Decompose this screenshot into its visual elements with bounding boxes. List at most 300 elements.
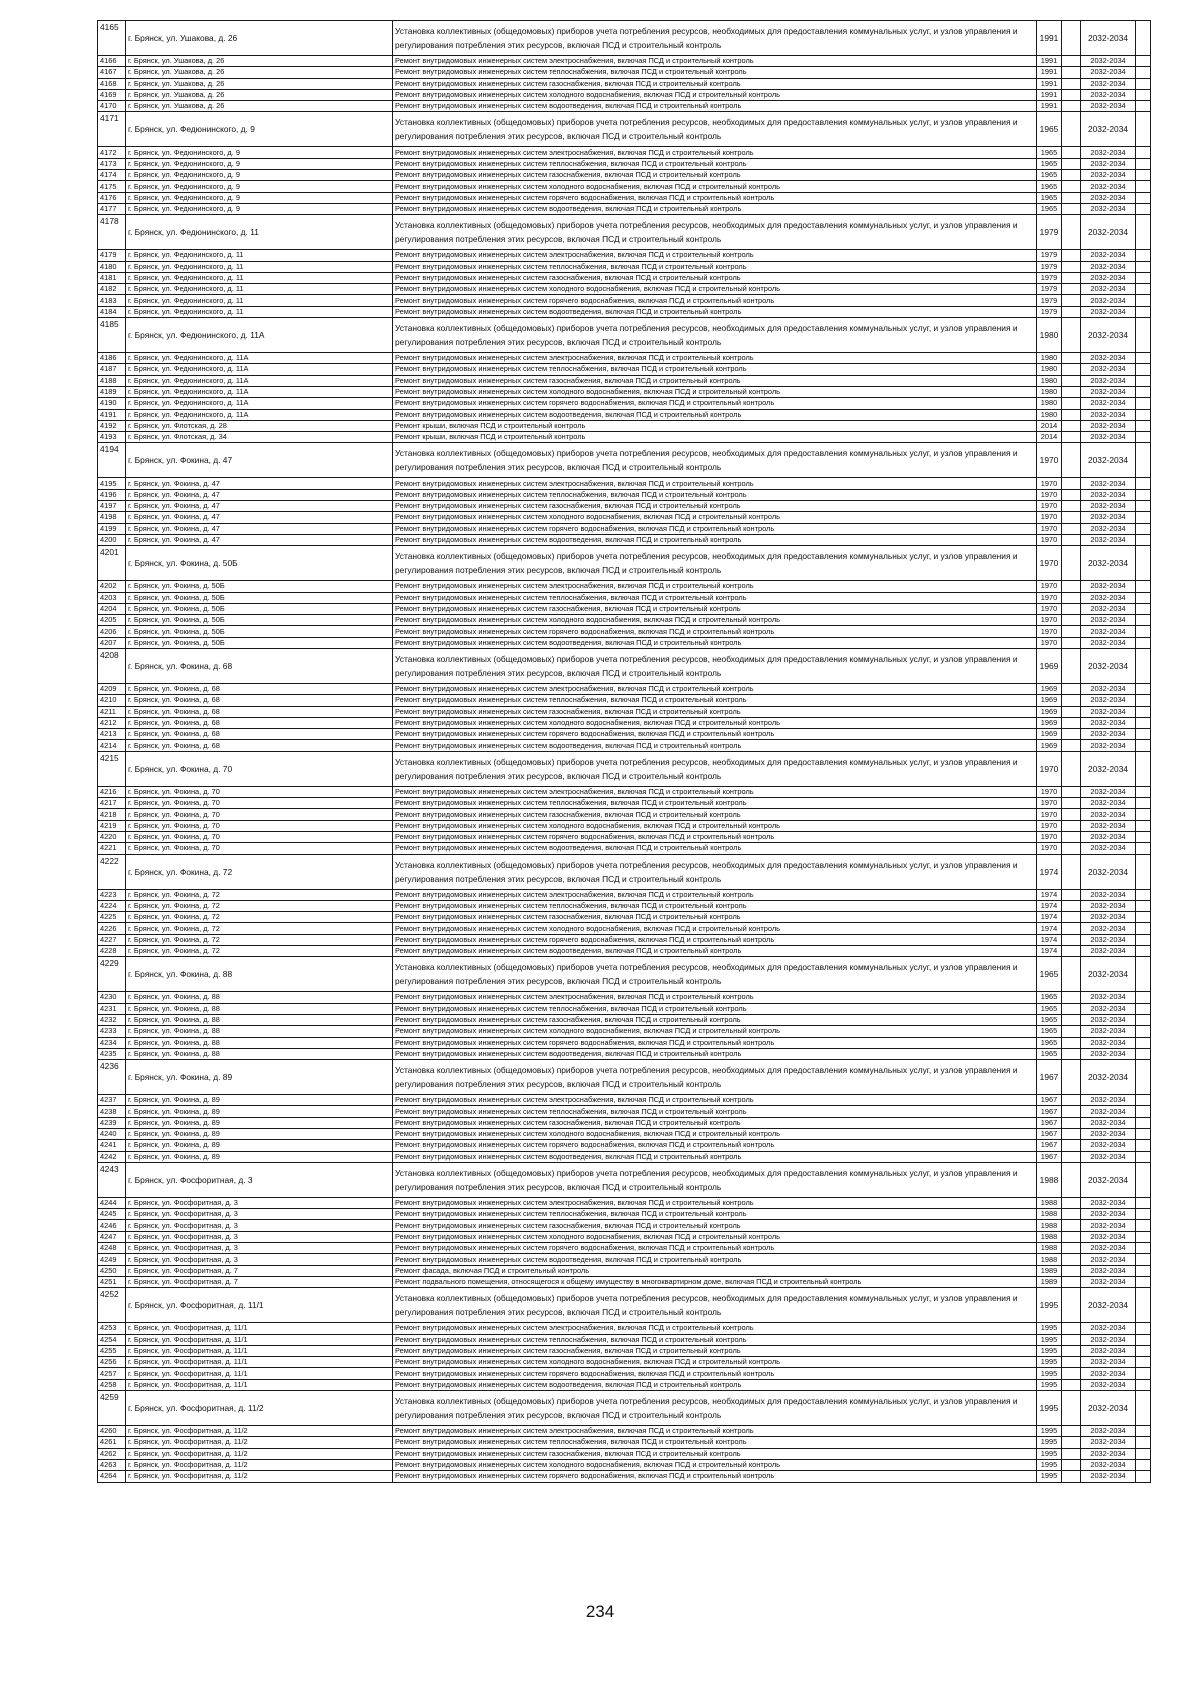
address-cell: г. Брянск, ул. Фосфоритная, д. 11/1 (126, 1368, 393, 1379)
work-type-cell: Ремонт внутридомовых инженерных систем газоснабжения, включая ПСД и строительный контроль (393, 706, 1037, 717)
planned-period-cell: 2032-2034 (1081, 1368, 1136, 1379)
table-row (98, 1162, 1151, 1197)
build-year-cell: 1988 (1037, 1220, 1062, 1231)
table-row (98, 501, 1151, 512)
table-row (98, 1209, 1151, 1220)
build-year-cell: 1988 (1037, 1209, 1062, 1220)
address-cell: г. Брянск, ул. Флотская, д. 28 (126, 420, 393, 431)
row-number: 4218 (98, 809, 126, 820)
row-number: 4165 (98, 21, 126, 56)
table-row (98, 809, 1151, 820)
address-cell: г. Брянск, ул. Фосфоритная, д. 11/2 (126, 1448, 393, 1459)
table-row (98, 1265, 1151, 1276)
empty-cell (1062, 375, 1081, 386)
planned-period-cell: 2032-2034 (1081, 78, 1136, 89)
planned-period-cell: 2032-2034 (1081, 581, 1136, 592)
empty-cell (1136, 831, 1151, 842)
address-cell: г. Брянск, ул. Федюнинского, д. 9 (126, 170, 393, 181)
work-type-cell: Ремонт внутридомовых инженерных систем водоотведения, включая ПСД и строительный контроль (393, 203, 1037, 214)
empty-cell (1136, 409, 1151, 420)
work-type-cell: Установка коллективных (общедомовых) приборов учета потребления ресурсов, необходимых для предоставления коммунальных услуг, и узлов управления и регулирования потребления этих ресурсов, включая ПСД и строительный контроль (393, 751, 1037, 786)
work-type-cell: Ремонт внутридомовых инженерных систем водоотведения, включая ПСД и строительный контроль (393, 534, 1037, 545)
row-number: 4220 (98, 831, 126, 842)
empty-cell (1136, 1254, 1151, 1265)
build-year-cell: 1970 (1037, 489, 1062, 500)
table-row (98, 478, 1151, 489)
empty-cell (1062, 1014, 1081, 1025)
address-cell: г. Брянск, ул. Федюнинского, д. 9 (126, 158, 393, 169)
table-row (98, 1117, 1151, 1128)
planned-period-cell: 2032-2034 (1081, 854, 1136, 889)
empty-cell (1062, 648, 1081, 683)
table-row (98, 1095, 1151, 1106)
build-year-cell: 1980 (1037, 409, 1062, 420)
address-cell: г. Брянск, ул. Фокина, д. 47 (126, 489, 393, 500)
address-cell: г. Брянск, ул. Фокина, д. 50Б (126, 603, 393, 614)
planned-period-cell: 2032-2034 (1081, 261, 1136, 272)
table-row (98, 215, 1151, 250)
empty-cell (1062, 89, 1081, 100)
table-row (98, 581, 1151, 592)
build-year-cell: 1980 (1037, 353, 1062, 364)
planned-period-cell: 2032-2034 (1081, 820, 1136, 831)
row-number: 4244 (98, 1197, 126, 1208)
empty-cell (1136, 900, 1151, 911)
empty-cell (1062, 112, 1081, 147)
row-number: 4198 (98, 512, 126, 523)
empty-cell (1136, 215, 1151, 250)
row-number: 4167 (98, 67, 126, 78)
planned-period-cell: 2032-2034 (1081, 637, 1136, 648)
planned-period-cell: 2032-2034 (1081, 1243, 1136, 1254)
planned-period-cell: 2032-2034 (1081, 534, 1136, 545)
table-row (98, 261, 1151, 272)
planned-period-cell: 2032-2034 (1081, 843, 1136, 854)
planned-period-cell: 2032-2034 (1081, 67, 1136, 78)
work-type-cell: Ремонт внутридомовых инженерных систем водоотведения, включая ПСД и строительный контроль (393, 843, 1037, 854)
empty-cell (1136, 1037, 1151, 1048)
row-number: 4230 (98, 992, 126, 1003)
work-type-cell: Ремонт внутридомовых инженерных систем водоотведения, включая ПСД и строительный контроль (393, 1379, 1037, 1390)
planned-period-cell: 2032-2034 (1081, 1014, 1136, 1025)
row-number: 4257 (98, 1368, 126, 1379)
table-row (98, 1197, 1151, 1208)
planned-period-cell: 2032-2034 (1081, 1037, 1136, 1048)
planned-period-cell: 2032-2034 (1081, 21, 1136, 56)
empty-cell (1136, 1003, 1151, 1014)
work-type-cell: Ремонт внутридомовых инженерных систем водоотведения, включая ПСД и строительный контроль (393, 1048, 1037, 1059)
empty-cell (1136, 386, 1151, 397)
row-number: 4178 (98, 215, 126, 250)
table-row (98, 592, 1151, 603)
table-row (98, 946, 1151, 957)
build-year-cell: 1991 (1037, 89, 1062, 100)
work-type-cell: Ремонт подвального помещения, относящегося к общему имуществу в многоквартирном доме, включая ПСД и строительный контроль (393, 1276, 1037, 1287)
work-type-cell: Ремонт внутридомовых инженерных систем горячего водоснабжения, включая ПСД и строительный контроль (393, 295, 1037, 306)
empty-cell (1062, 101, 1081, 112)
address-cell: г. Брянск, ул. Фокина, д. 68 (126, 717, 393, 728)
table-row (98, 56, 1151, 67)
table-row (98, 1129, 1151, 1140)
empty-cell (1062, 1391, 1081, 1426)
table-row (98, 1288, 1151, 1323)
empty-cell (1062, 318, 1081, 353)
work-type-cell: Установка коллективных (общедомовых) приборов учета потребления ресурсов, необходимых для предоставления коммунальных услуг, и узлов управления и регулирования потребления этих ресурсов, включая ПСД и строительный контроль (393, 957, 1037, 992)
planned-period-cell: 2032-2034 (1081, 1437, 1136, 1448)
planned-period-cell: 2032-2034 (1081, 158, 1136, 169)
table-row (98, 854, 1151, 889)
build-year-cell: 1970 (1037, 820, 1062, 831)
empty-cell (1136, 1345, 1151, 1356)
row-number: 4214 (98, 740, 126, 751)
empty-cell (1136, 992, 1151, 1003)
row-number: 4186 (98, 353, 126, 364)
empty-cell (1136, 1265, 1151, 1276)
table-row (98, 181, 1151, 192)
empty-cell (1062, 478, 1081, 489)
row-number: 4216 (98, 786, 126, 797)
planned-period-cell: 2032-2034 (1081, 592, 1136, 603)
planned-period-cell: 2032-2034 (1081, 89, 1136, 100)
build-year-cell: 1988 (1037, 1197, 1062, 1208)
build-year-cell: 1970 (1037, 523, 1062, 534)
empty-cell (1136, 432, 1151, 443)
build-year-cell: 1995 (1037, 1345, 1062, 1356)
table-row (98, 1151, 1151, 1162)
work-type-cell: Ремонт внутридомовых инженерных систем электроснабжения, включая ПСД и строительный контроль (393, 683, 1037, 694)
empty-cell (1062, 1459, 1081, 1470)
work-type-cell: Ремонт внутридомовых инженерных систем водоотведения, включая ПСД и строительный контроль (393, 946, 1037, 957)
build-year-cell: 1970 (1037, 512, 1062, 523)
planned-period-cell: 2032-2034 (1081, 1459, 1136, 1470)
row-number: 4256 (98, 1357, 126, 1368)
empty-cell (1136, 353, 1151, 364)
row-number: 4184 (98, 306, 126, 317)
empty-cell (1062, 512, 1081, 523)
empty-cell (1136, 957, 1151, 992)
empty-cell (1062, 420, 1081, 431)
address-cell: г. Брянск, ул. Фокина, д. 70 (126, 809, 393, 820)
empty-cell (1136, 1026, 1151, 1037)
work-type-cell: Ремонт внутридомовых инженерных систем холодного водоснабжения, включая ПСД и строительный контроль (393, 1129, 1037, 1140)
address-cell: г. Брянск, ул. Фокина, д. 89 (126, 1106, 393, 1117)
build-year-cell: 1991 (1037, 56, 1062, 67)
planned-period-cell: 2032-2034 (1081, 751, 1136, 786)
build-year-cell: 1989 (1037, 1276, 1062, 1287)
table-row (98, 158, 1151, 169)
work-type-cell: Установка коллективных (общедомовых) приборов учета потребления ресурсов, необходимых для предоставления коммунальных услуг, и узлов управления и регулирования потребления этих ресурсов, включая ПСД и строительный контроль (393, 112, 1037, 147)
address-cell: г. Брянск, ул. Фокина, д. 47 (126, 443, 393, 478)
empty-cell (1136, 147, 1151, 158)
address-cell: г. Брянск, ул. Фокина, д. 89 (126, 1151, 393, 1162)
planned-period-cell: 2032-2034 (1081, 740, 1136, 751)
work-type-cell: Ремонт внутридомовых инженерных систем электроснабжения, включая ПСД и строительный контроль (393, 889, 1037, 900)
row-number: 4245 (98, 1209, 126, 1220)
build-year-cell: 1970 (1037, 751, 1062, 786)
work-type-cell: Ремонт внутридомовых инженерных систем электроснабжения, включая ПСД и строительный контроль (393, 250, 1037, 261)
build-year-cell: 1979 (1037, 215, 1062, 250)
work-type-cell: Ремонт внутридомовых инженерных систем холодного водоснабжения, включая ПСД и строительный контроль (393, 1231, 1037, 1242)
build-year-cell: 1979 (1037, 284, 1062, 295)
work-type-cell: Ремонт внутридомовых инженерных систем холодного водоснабжения, включая ПСД и строительный контроль (393, 181, 1037, 192)
build-year-cell: 1995 (1037, 1368, 1062, 1379)
empty-cell (1136, 1243, 1151, 1254)
planned-period-cell: 2032-2034 (1081, 1265, 1136, 1276)
empty-cell (1062, 581, 1081, 592)
build-year-cell: 1967 (1037, 1095, 1062, 1106)
row-number: 4169 (98, 89, 126, 100)
planned-period-cell: 2032-2034 (1081, 1448, 1136, 1459)
address-cell: г. Брянск, ул. Фокина, д. 70 (126, 820, 393, 831)
work-type-cell: Ремонт внутридомовых инженерных систем холодного водоснабжения, включая ПСД и строительный контроль (393, 1026, 1037, 1037)
row-number: 4182 (98, 284, 126, 295)
table-row (98, 1037, 1151, 1048)
work-type-cell: Ремонт внутридомовых инженерных систем горячего водоснабжения, включая ПСД и строительный контроль (393, 626, 1037, 637)
row-number: 4176 (98, 192, 126, 203)
empty-cell (1136, 67, 1151, 78)
empty-cell (1062, 706, 1081, 717)
row-number: 4236 (98, 1060, 126, 1095)
build-year-cell: 1991 (1037, 67, 1062, 78)
build-year-cell: 1970 (1037, 478, 1062, 489)
address-cell: г. Брянск, ул. Фокина, д. 72 (126, 854, 393, 889)
row-number: 4219 (98, 820, 126, 831)
work-type-cell: Ремонт внутридомовых инженерных систем горячего водоснабжения, включая ПСД и строительный контроль (393, 398, 1037, 409)
build-year-cell: 1995 (1037, 1437, 1062, 1448)
work-type-cell: Ремонт внутридомовых инженерных систем водоотведения, включая ПСД и строительный контроль (393, 101, 1037, 112)
empty-cell (1062, 1254, 1081, 1265)
empty-cell (1062, 1265, 1081, 1276)
empty-cell (1136, 203, 1151, 214)
address-cell: г. Брянск, ул. Фокина, д. 47 (126, 534, 393, 545)
row-number: 4197 (98, 501, 126, 512)
empty-cell (1136, 21, 1151, 56)
empty-cell (1136, 1220, 1151, 1231)
row-number: 4203 (98, 592, 126, 603)
work-type-cell: Ремонт внутридомовых инженерных систем электроснабжения, включая ПСД и строительный контроль (393, 1095, 1037, 1106)
build-year-cell: 1965 (1037, 112, 1062, 147)
table-row (98, 1254, 1151, 1265)
empty-cell (1136, 592, 1151, 603)
row-number: 4223 (98, 889, 126, 900)
work-type-cell: Ремонт крыши, включая ПСД и строительный контроль (393, 420, 1037, 431)
empty-cell (1062, 1231, 1081, 1242)
empty-cell (1136, 1117, 1151, 1128)
work-type-cell: Ремонт внутридомовых инженерных систем газоснабжения, включая ПСД и строительный контроль (393, 912, 1037, 923)
table-row (98, 489, 1151, 500)
work-type-cell: Ремонт внутридомовых инженерных систем теплоснабжения, включая ПСД и строительный контроль (393, 364, 1037, 375)
build-year-cell: 1965 (1037, 1048, 1062, 1059)
empty-cell (1136, 1391, 1151, 1426)
work-type-cell: Ремонт внутридомовых инженерных систем газоснабжения, включая ПСД и строительный контроль (393, 603, 1037, 614)
build-year-cell: 1970 (1037, 626, 1062, 637)
empty-cell (1136, 1357, 1151, 1368)
work-type-cell: Ремонт внутридомовых инженерных систем электроснабжения, включая ПСД и строительный контроль (393, 1323, 1037, 1334)
address-cell: г. Брянск, ул. Федюнинского, д. 11 (126, 215, 393, 250)
work-type-cell: Ремонт внутридомовых инженерных систем газоснабжения, включая ПСД и строительный контроль (393, 272, 1037, 283)
build-year-cell: 1970 (1037, 637, 1062, 648)
address-cell: г. Брянск, ул. Федюнинского, д. 11А (126, 409, 393, 420)
planned-period-cell: 2032-2034 (1081, 1379, 1136, 1390)
work-type-cell: Ремонт внутридомовых инженерных систем электроснабжения, включая ПСД и строительный контроль (393, 1197, 1037, 1208)
table-row (98, 89, 1151, 100)
build-year-cell: 1995 (1037, 1459, 1062, 1470)
table-row (98, 957, 1151, 992)
work-type-cell: Ремонт внутридомовых инженерных систем холодного водоснабжения, включая ПСД и строительный контроль (393, 1357, 1037, 1368)
build-year-cell: 1967 (1037, 1117, 1062, 1128)
build-year-cell: 1967 (1037, 1106, 1062, 1117)
planned-period-cell: 2032-2034 (1081, 729, 1136, 740)
build-year-cell: 1969 (1037, 695, 1062, 706)
planned-period-cell: 2032-2034 (1081, 295, 1136, 306)
empty-cell (1062, 364, 1081, 375)
row-number: 4237 (98, 1095, 126, 1106)
build-year-cell: 1969 (1037, 729, 1062, 740)
table-row (98, 295, 1151, 306)
planned-period-cell: 2032-2034 (1081, 1117, 1136, 1128)
row-number: 4242 (98, 1151, 126, 1162)
row-number: 4206 (98, 626, 126, 637)
build-year-cell: 1974 (1037, 923, 1062, 934)
row-number: 4222 (98, 854, 126, 889)
build-year-cell: 1979 (1037, 306, 1062, 317)
empty-cell (1062, 1140, 1081, 1151)
planned-period-cell: 2032-2034 (1081, 203, 1136, 214)
empty-cell (1062, 751, 1081, 786)
planned-period-cell: 2032-2034 (1081, 1162, 1136, 1197)
address-cell: г. Брянск, ул. Фосфоритная, д. 3 (126, 1231, 393, 1242)
empty-cell (1062, 809, 1081, 820)
address-cell: г. Брянск, ул. Федюнинского, д. 11А (126, 364, 393, 375)
planned-period-cell: 2032-2034 (1081, 512, 1136, 523)
empty-cell (1136, 1151, 1151, 1162)
empty-cell (1136, 501, 1151, 512)
address-cell: г. Брянск, ул. Фокина, д. 72 (126, 889, 393, 900)
empty-cell (1062, 1197, 1081, 1208)
row-number: 4175 (98, 181, 126, 192)
row-number: 4174 (98, 170, 126, 181)
build-year-cell: 1965 (1037, 1026, 1062, 1037)
row-number: 4228 (98, 946, 126, 957)
build-year-cell: 1965 (1037, 203, 1062, 214)
build-year-cell: 1967 (1037, 1060, 1062, 1095)
address-cell: г. Брянск, ул. Фосфоритная, д. 7 (126, 1265, 393, 1276)
work-type-cell: Установка коллективных (общедомовых) приборов учета потребления ресурсов, необходимых для предоставления коммунальных услуг, и узлов управления и регулирования потребления этих ресурсов, включая ПСД и строительный контроль (393, 1162, 1037, 1197)
empty-cell (1136, 101, 1151, 112)
planned-period-cell: 2032-2034 (1081, 1106, 1136, 1117)
work-type-cell: Ремонт внутридомовых инженерных систем холодного водоснабжения, включая ПСД и строительный контроль (393, 615, 1037, 626)
empty-cell (1136, 934, 1151, 945)
table-row (98, 923, 1151, 934)
empty-cell (1062, 1345, 1081, 1356)
planned-period-cell: 2032-2034 (1081, 443, 1136, 478)
row-number: 4250 (98, 1265, 126, 1276)
address-cell: г. Брянск, ул. Фокина, д. 50Б (126, 592, 393, 603)
build-year-cell: 1995 (1037, 1426, 1062, 1437)
empty-cell (1136, 1288, 1151, 1323)
row-number: 4258 (98, 1379, 126, 1390)
row-number: 4209 (98, 683, 126, 694)
planned-period-cell: 2032-2034 (1081, 284, 1136, 295)
address-cell: г. Брянск, ул. Фокина, д. 89 (126, 1140, 393, 1151)
empty-cell (1062, 1471, 1081, 1482)
planned-period-cell: 2032-2034 (1081, 318, 1136, 353)
capital-repair-table (97, 20, 1151, 1483)
table-row (98, 843, 1151, 854)
work-type-cell: Ремонт внутридомовых инженерных систем газоснабжения, включая ПСД и строительный контроль (393, 809, 1037, 820)
address-cell: г. Брянск, ул. Ушакова, д. 26 (126, 21, 393, 56)
empty-cell (1136, 78, 1151, 89)
planned-period-cell: 2032-2034 (1081, 1129, 1136, 1140)
planned-period-cell: 2032-2034 (1081, 1197, 1136, 1208)
planned-period-cell: 2032-2034 (1081, 112, 1136, 147)
table-row (98, 740, 1151, 751)
table-row (98, 420, 1151, 431)
empty-cell (1136, 798, 1151, 809)
work-type-cell: Ремонт внутридомовых инженерных систем теплоснабжения, включая ПСД и строительный контроль (393, 1106, 1037, 1117)
table-row (98, 1345, 1151, 1356)
planned-period-cell: 2032-2034 (1081, 1345, 1136, 1356)
work-type-cell: Ремонт внутридомовых инженерных систем электроснабжения, включая ПСД и строительный контроль (393, 1426, 1037, 1437)
table-row (98, 798, 1151, 809)
empty-cell (1136, 695, 1151, 706)
build-year-cell: 1995 (1037, 1379, 1062, 1390)
empty-cell (1136, 889, 1151, 900)
work-type-cell: Ремонт внутридомовых инженерных систем газоснабжения, включая ПСД и строительный контроль (393, 1014, 1037, 1025)
empty-cell (1062, 740, 1081, 751)
table-row (98, 21, 1151, 56)
planned-period-cell: 2032-2034 (1081, 250, 1136, 261)
build-year-cell: 1995 (1037, 1288, 1062, 1323)
table-row (98, 1379, 1151, 1390)
empty-cell (1136, 786, 1151, 797)
work-type-cell: Ремонт внутридомовых инженерных систем горячего водоснабжения, включая ПСД и строительный контроль (393, 523, 1037, 534)
empty-cell (1062, 215, 1081, 250)
empty-cell (1062, 353, 1081, 364)
address-cell: г. Брянск, ул. Фокина, д. 68 (126, 683, 393, 694)
row-number: 4192 (98, 420, 126, 431)
empty-cell (1136, 854, 1151, 889)
address-cell: г. Брянск, ул. Фокина, д. 68 (126, 706, 393, 717)
empty-cell (1062, 1379, 1081, 1390)
build-year-cell: 1980 (1037, 398, 1062, 409)
planned-period-cell: 2032-2034 (1081, 1254, 1136, 1265)
work-type-cell: Установка коллективных (общедомовых) приборов учета потребления ресурсов, необходимых для предоставления коммунальных услуг, и узлов управления и регулирования потребления этих ресурсов, включая ПСД и строительный контроль (393, 1060, 1037, 1095)
row-number: 4261 (98, 1437, 126, 1448)
row-number: 4235 (98, 1048, 126, 1059)
empty-cell (1062, 1288, 1081, 1323)
work-type-cell: Ремонт внутридомовых инженерных систем водоотведения, включая ПСД и строительный контроль (393, 409, 1037, 420)
empty-cell (1062, 1106, 1081, 1117)
planned-period-cell: 2032-2034 (1081, 56, 1136, 67)
empty-cell (1062, 158, 1081, 169)
table-row (98, 534, 1151, 545)
build-year-cell: 1967 (1037, 1140, 1062, 1151)
empty-cell (1062, 1368, 1081, 1379)
build-year-cell: 1991 (1037, 101, 1062, 112)
planned-period-cell: 2032-2034 (1081, 272, 1136, 283)
table-row (98, 706, 1151, 717)
empty-cell (1062, 409, 1081, 420)
address-cell: г. Брянск, ул. Федюнинского, д. 11 (126, 272, 393, 283)
empty-cell (1062, 1220, 1081, 1231)
table-row (98, 1060, 1151, 1095)
planned-period-cell: 2032-2034 (1081, 683, 1136, 694)
work-type-cell: Ремонт внутридомовых инженерных систем водоотведения, включая ПСД и строительный контроль (393, 306, 1037, 317)
table-row (98, 729, 1151, 740)
empty-cell (1062, 261, 1081, 272)
row-number: 4227 (98, 934, 126, 945)
